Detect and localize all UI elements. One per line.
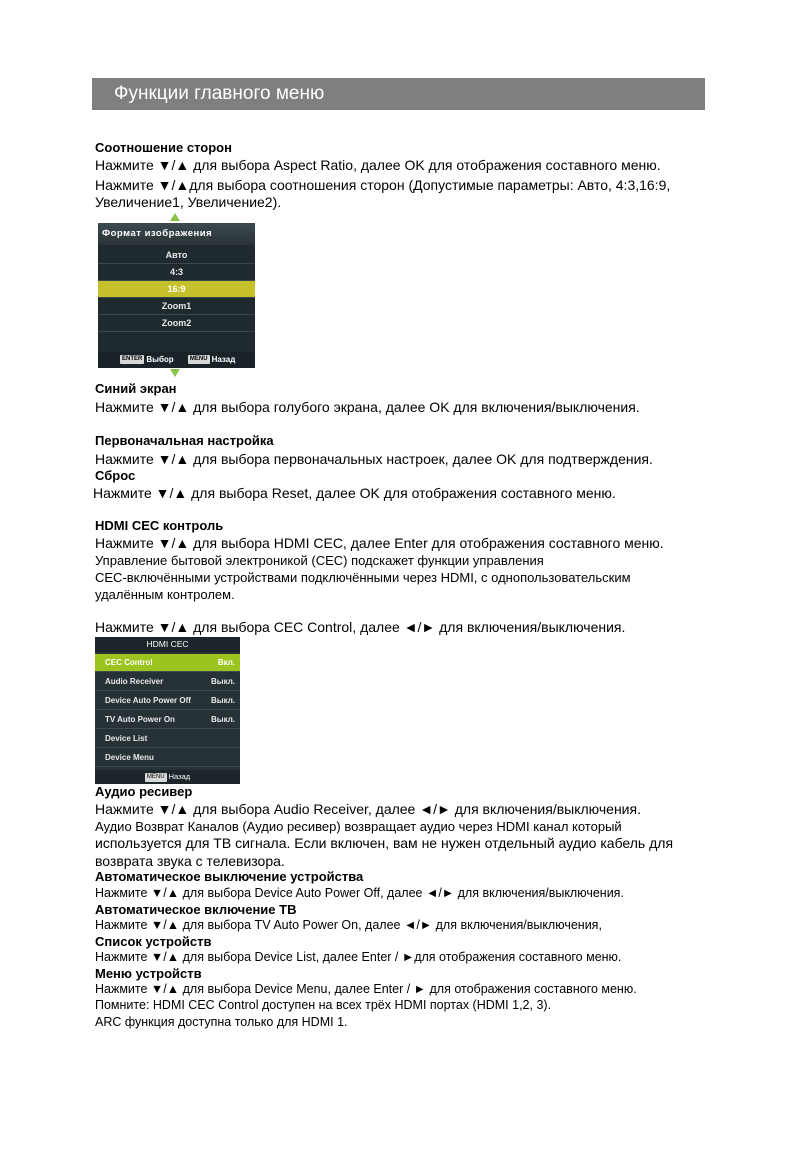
hdmi-cec-line-3: CEC-включёнными устройствами подключёнными через HDMI, с однопользовательским (95, 570, 631, 585)
cec-row-label: Device Auto Power Off (105, 696, 191, 705)
hdmi-cec-line-2: Управление бытовой электроникой (CEC) подскажет функции управления (95, 553, 544, 568)
aspect-line-3: Увеличение1, Увеличение2). (95, 194, 282, 210)
aspect-menu-footer (98, 352, 255, 368)
menu-key-icon: MENU (189, 356, 208, 363)
note-line-2: ARC функция доступна только для HDMI 1. (95, 1015, 348, 1029)
aspect-option-auto: Авто (98, 247, 255, 264)
back-label: Назад (211, 355, 236, 364)
cec-row-label: TV Auto Power On (105, 715, 175, 724)
hdmi-cec-menu-footer (95, 770, 240, 784)
hdmi-cec-menu-screenshot (95, 637, 240, 784)
aspect-option-zoom2: Zoom2 (98, 315, 255, 332)
hdmi-cec-line-1: Нажмите ▼/▲ для выбора HDMI CEC, далее Enter для отображения составного меню. (95, 535, 664, 551)
aspect-option-16-9: 16:9 (98, 281, 255, 298)
device-menu-line: Нажмите ▼/▲ для выбора Device Menu, далее Enter / ► для отображения составного меню. (95, 982, 637, 996)
cec-row-device-menu (95, 749, 240, 767)
cec-row-label: Device List (105, 734, 148, 743)
audio-receiver-heading: Аудио ресивер (95, 784, 193, 799)
aspect-line-2: Нажмите ▼/▲для выбора соотношения сторон (Допустимые параметры: Авто, 4:3,16:9, (95, 177, 671, 193)
section-banner: Функции главного меню (92, 78, 705, 110)
auto-off-heading: Автоматическое выключение устройства (95, 869, 364, 884)
cec-row-label: Audio Receiver (105, 677, 164, 686)
arrow-up-icon (170, 213, 180, 221)
reset-line: Нажмите ▼/▲ для выбора Reset, далее OK для отображения составного меню. (93, 485, 616, 501)
menu-key-icon: MENU (146, 773, 165, 780)
cec-row-value: Выкл. (210, 696, 235, 705)
cec-row-label: Device Menu (105, 753, 154, 762)
arrow-down-icon (170, 369, 180, 377)
hdmi-cec-heading: HDMI CEC контроль (95, 518, 224, 533)
note-line-1: Помните: HDMI CEC Control доступен на всех трёх HDMI портах (HDMI 1,2, 3). (95, 998, 552, 1012)
hdmi-cec-line-4: удалённым контролем. (95, 587, 235, 602)
audio-receiver-line-2: Аудио Возврат Каналов (Аудио ресивер) возвращает аудио через HDMI канал который (95, 819, 622, 834)
enter-label: Выбор (146, 355, 174, 364)
hdmi-cec-line-5: Нажмите ▼/▲ для выбора CEC Control, далее ◄/► для включения/выключения. (95, 619, 626, 635)
cec-row-audio-receiver (95, 673, 240, 691)
cec-row-device-auto-power-off (95, 692, 240, 710)
auto-off-line: Нажмите ▼/▲ для выбора Device Auto Power Off, далее ◄/► для включения/выключения. (95, 886, 624, 900)
aspect-menu-title: Формат изображения (98, 223, 255, 245)
aspect-line-1: Нажмите ▼/▲ для выбора Aspect Ratio, далее OK для отображения составного меню. (95, 157, 661, 173)
cec-row-device-list (95, 730, 240, 748)
hdmi-cec-menu-title: HDMI CEC (95, 637, 240, 652)
auto-on-heading: Автоматическое включение ТВ (95, 902, 297, 917)
cec-row-value: Вкл. (217, 658, 235, 667)
auto-on-line: Нажмите ▼/▲ для выбора TV Auto Power On, далее ◄/► для включения/выключения, (95, 918, 602, 932)
blue-screen-heading: Синий экран (95, 381, 177, 396)
cec-row-cec-control (95, 654, 240, 672)
cec-row-label: CEC Control (105, 658, 153, 667)
enter-key-icon: ENTER (122, 356, 143, 363)
device-list-heading: Список устройств (95, 934, 212, 949)
aspect-menu-screenshot (98, 223, 255, 368)
back-label: Назад (168, 772, 191, 781)
audio-receiver-line-4: возврата звука с телевизора. (95, 853, 285, 869)
first-setup-heading: Первоначальная настройка (95, 433, 274, 448)
blue-screen-line: Нажмите ▼/▲ для выбора голубого экрана, далее OK для включения/выключения. (95, 399, 640, 415)
device-list-line: Нажмите ▼/▲ для выбора Device List, далее Enter / ►для отображения составного меню. (95, 950, 622, 964)
reset-heading: Сброс (95, 468, 136, 483)
audio-receiver-line-3: используется для ТВ сигнала. Если включен, вам не нужен отдельный аудио кабель для (95, 835, 674, 851)
cec-row-tv-auto-power-on (95, 711, 240, 729)
cec-row-value: Выкл. (210, 677, 235, 686)
first-setup-line: Нажмите ▼/▲ для выбора первоначальных настроек, далее OK для подтверждения. (95, 451, 653, 467)
aspect-heading: Соотношение сторон (95, 140, 232, 155)
cec-row-value: Выкл. (210, 715, 235, 724)
audio-receiver-line-1: Нажмите ▼/▲ для выбора Audio Receiver, далее ◄/► для включения/выключения. (95, 801, 641, 817)
aspect-option-zoom1: Zoom1 (98, 298, 255, 315)
aspect-option-4-3: 4:3 (98, 264, 255, 281)
device-menu-heading: Меню устройств (95, 966, 202, 981)
